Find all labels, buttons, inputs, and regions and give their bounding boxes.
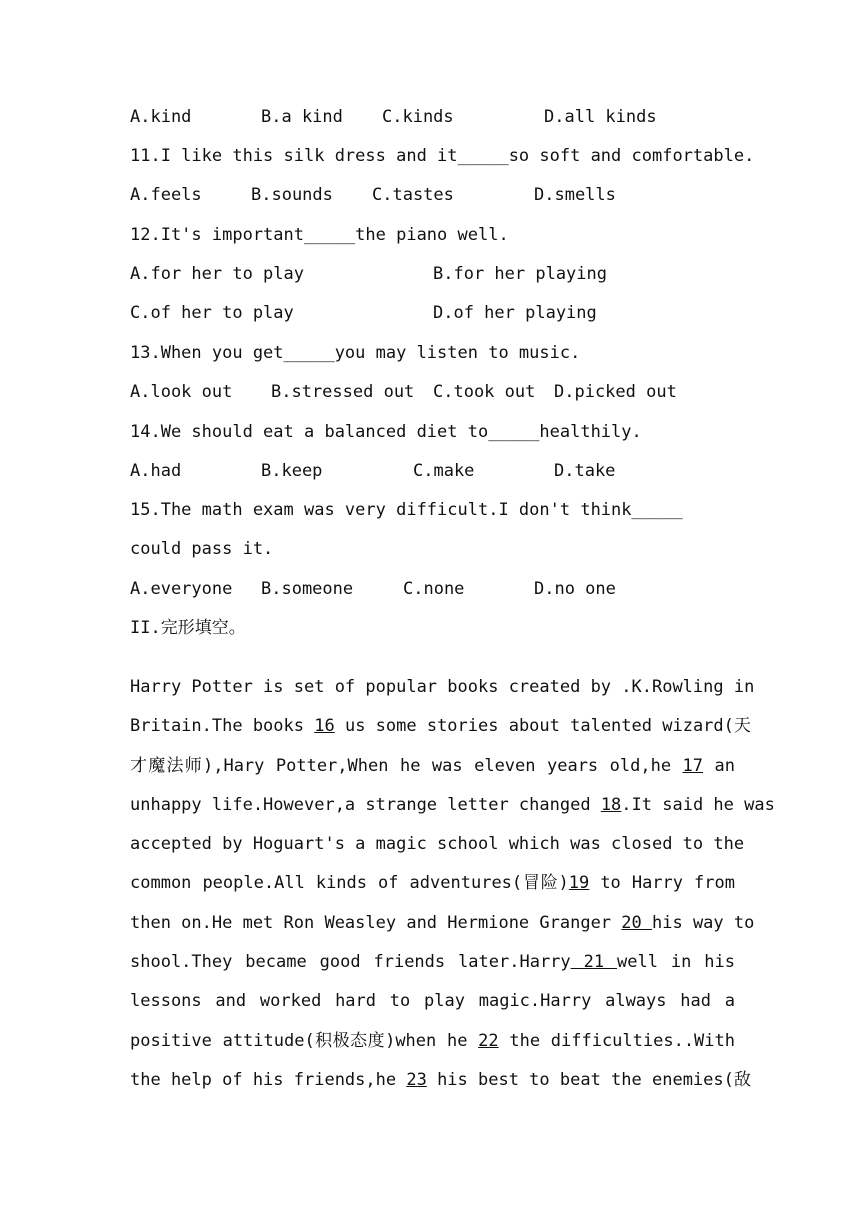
q10-options xyxy=(130,98,735,137)
blank-19: 19 xyxy=(568,873,590,894)
passage-line: Harry Potter is set of popular books created by .K.Rowling in xyxy=(130,677,755,697)
q15-option-a: A.everyone xyxy=(130,579,233,599)
q12-option-a: A.for her to play xyxy=(130,264,304,284)
blank-18: 18 xyxy=(600,794,622,815)
passage-line: then on.He met Ron Weasley and Hermione Granger 20 his way to xyxy=(130,912,755,933)
q10-option-c: C.kinds xyxy=(382,107,454,127)
q15-options xyxy=(130,570,735,609)
passage-line: Britain.The books 16 us some stories about talented wizard(天 xyxy=(130,716,751,737)
q12-options-row1 xyxy=(130,255,735,294)
q10-option-a: A.kind xyxy=(130,107,192,127)
blank-20: 20 xyxy=(621,912,652,933)
q13-option-c: C.took out xyxy=(433,382,536,402)
q14-option-a: A.had xyxy=(130,461,182,481)
q12-options-row2 xyxy=(130,294,735,333)
q13-options xyxy=(130,373,735,412)
q12-option-c: C.of her to play xyxy=(130,303,294,323)
q15-option-c: C.none xyxy=(403,579,465,599)
q11-option-d: D.smells xyxy=(534,185,616,205)
passage-line: common people.All kinds of adventures(冒险)19 to Harry from xyxy=(130,873,735,894)
q10-option-d: D.all kinds xyxy=(544,107,657,127)
q13-option-b: B.stressed out xyxy=(271,382,415,402)
blank-22: 22 xyxy=(478,1030,499,1051)
q12-stem: 12.It's important_____the piano well. xyxy=(130,225,509,245)
passage-line: accepted by Hoguart's a magic school which was closed to the xyxy=(130,834,745,855)
passage-line: the help of his friends,he 23 his best to beat the enemies(敌 xyxy=(130,1069,751,1090)
q12-option-b: B.for her playing xyxy=(433,264,607,284)
passage-line: lessons and worked hard to play magic.Harry always had a xyxy=(130,991,735,1012)
blank-16: 16 xyxy=(314,716,335,737)
q15-option-b: B.someone xyxy=(261,579,354,599)
q11-option-c: C.tastes xyxy=(372,185,454,205)
cloze-passage xyxy=(130,668,775,1100)
blank-17: 17 xyxy=(682,755,704,776)
section-heading: II.完形填空。 xyxy=(130,618,246,638)
q14-option-c: C.make xyxy=(413,461,475,481)
passage-line: shool.They became good friends later.Harry 21 well in his xyxy=(130,952,735,973)
q13-option-a: A.look out xyxy=(130,382,233,402)
q12-option-d: D.of her playing xyxy=(433,303,597,323)
q13-stem: 13.When you get_____you may listen to music. xyxy=(130,343,581,363)
q11-options xyxy=(130,176,735,215)
q15-option-d: D.no one xyxy=(534,579,616,599)
blank-21: 21 xyxy=(570,952,617,973)
q14-stem: 14.We should eat a balanced diet to_____healthily. xyxy=(130,422,642,442)
passage-line: unhappy life.However,a strange letter changed 18.It said he was xyxy=(130,794,775,815)
q15-stem-line1: 15.The math exam was very difficult.I don't think_____ xyxy=(130,500,683,520)
q11-option-a: A.feels xyxy=(130,185,202,205)
q11-stem: 11.I like this silk dress and it_____so soft and comfortable. xyxy=(130,146,755,166)
q14-options xyxy=(130,452,735,491)
passage-line: 才魔法师),Hary Potter,When he was eleven years old,he 17 an xyxy=(130,755,735,776)
q14-option-b: B.keep xyxy=(261,461,323,481)
blank-23: 23 xyxy=(406,1069,427,1090)
q15-stem-line2: could pass it. xyxy=(130,539,274,559)
q14-option-d: D.take xyxy=(554,461,616,481)
q11-option-b: B.sounds xyxy=(251,185,333,205)
q10-option-b: B.a kind xyxy=(261,107,343,127)
q13-option-d: D.picked out xyxy=(554,382,677,402)
passage-line: positive attitude(积极态度)when he 22 the difficulties..With xyxy=(130,1030,735,1051)
